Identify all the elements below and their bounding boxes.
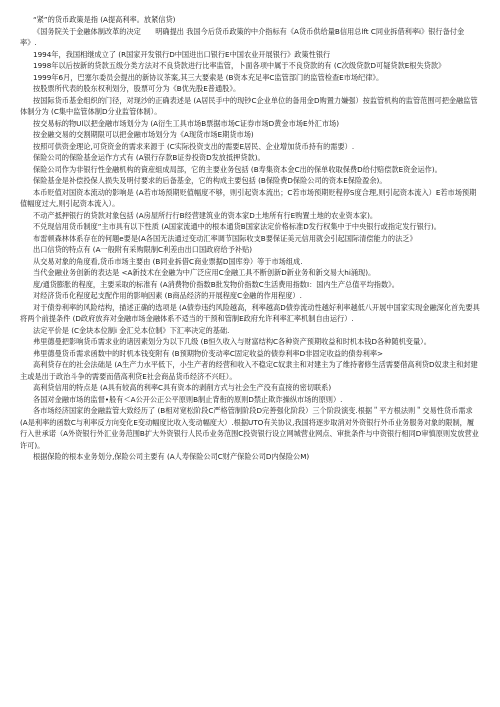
paragraph: 对经济货币化程度起支配作用的影响因素 (B商品经济的开展程度C金融的作用程度）. (33, 291, 302, 300)
paragraph: 各市场经济国家的金融监管大致经历了 (B相对宽松阶段C严格管制阶段D完善强化阶段）三个阶段演变.根据＂平方根法则＂交易性货币需求 (A是利率的函数C与利率反方向变化E变动幅度比收入变动幅度大）.根据UTO有关协议,我国将逐步取消对外资银行外币业务服务对象的限制，履行入世承诺（A外资银行外汇业务范围B扩大外资银行人民币业务范围C投资银行设立网城营业网点、审批条件与中资银行相同D审慎原则发放营业许可)。 (20, 406, 479, 450)
paragraph: 按金融交易的交割期限可以把金融市场划分为《A现货市场E期货市场) (33, 130, 254, 139)
paragraph: 对于债券利率的风险结构，描述正确的选项是 (A债券违约风险越高，利率越高D债券流动性越好利率越低八开展中国家实现金融深化首先要具将两个前提条件 (D政府放弃对金融市场金融体系不适当的干预和管制E政府允许利率汇率机制自由运行）. (20, 302, 480, 323)
paragraph: 按国际货币基金组织的门径，对现沙的正确表述是 (A居民手中的现钞C企业单位的备用金D购置力嫌强）按监管机构的监管范围可把金融监管体制分为 (C集中监管体制D分业监管体制）。 (20, 95, 478, 116)
paragraph: 高利贷信用的特点是 (A具有较高的利率C具有资本的剥削方式与社会生产没有直接的密切联系) (33, 383, 332, 392)
paragraph: 保险公司的保险基金运作方式有 (A银行存款B证券投资D发放抵押贷款)。 (33, 153, 265, 162)
paragraph: 保险基金是补偿投保人损失及明付要求的后备基金，它的构成主要包括 (B保险费D保险公司的资本E保险盈余)。 (33, 176, 387, 185)
paragraph: 本币贬值对国资本流动的影响是 (A若市场预期贬值幅度不够，则引起资本流出；C若市场预期贬程停S度合理,则引起资本流入）E若市场预期值幅度过大,则引起资本流入）。 (20, 187, 477, 208)
paragraph: 弗里德曼把影响货币需求业的诸因素划分为以下几级 (B恒久收入与财富结构C各种资产预期收益和时机本钱D各种随机变量）。 (33, 337, 431, 346)
paragraph: 从交易对象的角度看,货币市场主要由 (B同业拆借C商业票据D国库券）等于市场组成. (33, 256, 303, 266)
paragraph: 按股票所代表的股东权利划分，股票可分为《B优先股E普通股》。 (33, 84, 241, 93)
paragraph: 《国务院关于金融体制改革的决定 明确提出 我国今后货币政策的中介指标有《A货币供给量B信用总lft C同业拆借利率i》银行备付金率》. (20, 26, 465, 47)
paragraph: 法定平价是 (C金块本位制i 金汇兑本位制》下汇率决定的基础. (33, 325, 230, 335)
paragraph: 弗里德曼货币需求函数中的时机本钱变附有 (B预期物价变动率C固定收益的债券利率D非固定收益的债券利率> (33, 348, 384, 358)
paragraph: 出口信贷的特点有 (A一般附有采购限制C利差由出口国政府给予补贴) (33, 245, 253, 254)
paragraph: 1998年以后按新的贷款五级分类方法对不良贷款进行比率监管，卜面各项中属于不良贷款的有 (C次级贷款D可疑贷款E根失贷款》 (33, 61, 446, 70)
paragraph: 当代金融业务创新的表达是 <A新技术在金融为中广泛应用C金融工具不断创新D新业务和新交易大hi涌现)。 (33, 268, 376, 277)
paragraph: 不兑现信用货币制度”主市具有以下性质 (A国家流通中的根本通货B国家法定价格标准D发行权集中于中央银行或指定发行银行)。 (33, 222, 441, 231)
paragraph: 不动产抵押银行的贷款对象包括 (A房屋所行行B经营建筑业的资本家D土地所有行E购置土地的农业资本家)。 (33, 210, 378, 220)
paragraph: 1994年，我国相继成立了 (R国家开发银行D中国进出口银行E中国农业开展银行》政策性银行 (33, 49, 331, 59)
paragraph: 根据保险的根本业务划分,保险公司主要有 (A人寿保险公司C财产保险公司D内保险公M) (33, 452, 310, 461)
paragraph: 高利贷存在的社会法础是 (A生产力水平低下，小生产者的经营和收入不稳定C奴隶主和对建主为了维持奢修生活需要借高利贷D奴隶主和封建主或是出于政治斗争的需要而借高利贷E社会商品货币经济不兴旺）。 (20, 360, 478, 381)
paragraph: 各国对金融市场的监督•般有＜A公开公正公平原则B制止背衔的原则D禁止欺诈操纵市场的原则）. (33, 394, 343, 404)
paragraph: 度/通货膨胀的程度，主要采取的标准有 (A消费物价指数B批发物价指数C生活费用指数I：国内生产总值平均指数》。 (33, 279, 399, 289)
paragraph: 保险公司作为非银行性金融机构的資産組成局部，它的主要业务包括 (B寿集资本金C出的保单收取保费D给付赔偿款E资金运作)。 (33, 164, 442, 174)
paragraph: “紧”的货币政策是指 (A提高利率。放紧信贷) (33, 15, 176, 24)
document-body (20, 14, 480, 463)
paragraph: 按照可供资金理论,可贷资金的需求来源于 (C实际投资支出的需要E居民、企业增加货币持有的需要）. (33, 141, 355, 151)
paragraph: 按交易标的物Ul以把金融市场划分为 (A衍生工具市场B票据市场C证券市场D黄金市场E外汇市场) (33, 118, 340, 128)
paragraph: 1999年6月，巴塞尔委员会提出的新协议茶案,其三大要索是 (B资本充足率C监管部门的监管检查E市场纪律》。 (33, 72, 384, 82)
paragraph: 布雷顿森林体系存在的何題e要是(A各国无法通过变动汇率调节国际收支B要保证美元信用就会引起国际清偿能力的法乏》 (33, 233, 417, 243)
